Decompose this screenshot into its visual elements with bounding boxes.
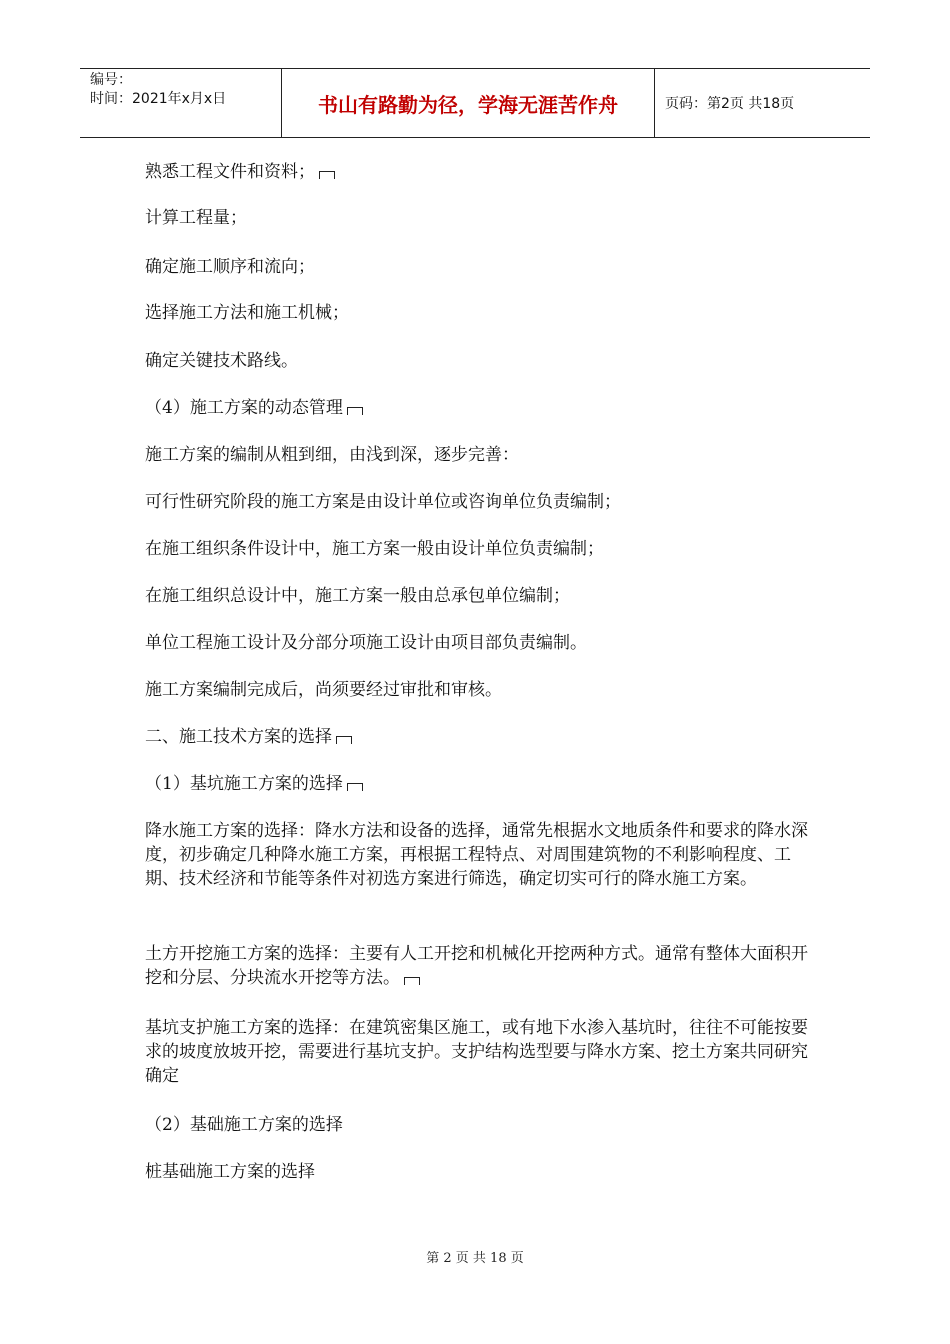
paragraph: 可行性研究阶段的施工方案是由设计单位或咨询单位负责编制； — [145, 492, 621, 512]
number-label: 编号： — [90, 72, 132, 88]
paragraph: 桩基础施工方案的选择 — [145, 1162, 315, 1182]
paragraph: 施工方案编制完成后，尚须要经过审批和审核。 — [145, 680, 502, 700]
paragraph: 在施工组织条件设计中，施工方案一般由设计单位负责编制； — [145, 539, 604, 559]
paragraph-mark-icon — [347, 407, 363, 415]
paragraph: 选择施工方法和施工机械； — [145, 303, 349, 323]
header-motto: 书山有路勤为径，学海无涯苦作舟 — [282, 69, 655, 137]
paragraph: 降水施工方案的选择：降水方法和设备的选择，通常先根据水文地质条件和要求的降水深度，初步确定几种降水施工方案，再根据工程特点、对周围建筑物的不利影响程度、工期、技术经济和节能等条件对初选方案进行筛选，确定切实可行的降水施工方案。 — [145, 821, 808, 889]
paragraph-mark-icon — [404, 977, 420, 985]
paragraph: 确定关键技术路线。 — [145, 351, 298, 371]
page-footer: 第 2 页 共 18 页 — [426, 1251, 524, 1266]
paragraph: 单位工程施工设计及分部分项施工设计由项目部负责编制。 — [145, 633, 587, 653]
paragraph-mark-icon — [319, 171, 335, 179]
paragraph: 施工方案的编制从粗到细，由浅到深，逐步完善： — [145, 445, 519, 465]
paragraph: 在施工组织总设计中，施工方案一般由总承包单位编制； — [145, 586, 570, 606]
paragraph-mark-icon — [336, 736, 352, 744]
document-header — [80, 68, 870, 138]
date-label: 时间：2021年x月x日 — [90, 91, 227, 107]
paragraph: （4）施工方案的动态管理 — [145, 396, 810, 420]
paragraph: （2）基础施工方案的选择 — [145, 1115, 343, 1135]
paragraph-mark-icon — [347, 783, 363, 791]
header-left-cell — [80, 69, 282, 137]
paragraph: 土方开挖施工方案的选择：主要有人工开挖和机械化开挖两种方式。通常有整体大面积开挖和分层、分块流水开挖等方法。 — [145, 944, 808, 988]
header-page-label: 页码：第2页 共18页 — [665, 96, 795, 112]
paragraph: 熟悉工程文件和资料； — [145, 160, 810, 184]
paragraph: 二、施工技术方案的选择 — [145, 725, 810, 749]
paragraph: 确定施工顺序和流向； — [145, 257, 315, 277]
paragraph: 计算工程量； — [145, 208, 247, 228]
paragraph: 基坑支护施工方案的选择：在建筑密集区施工，或有地下水渗入基坑时，往往不可能按要求的坡度放坡开挖，需要进行基坑支护。支护结构选型要与降水方案、挖土方案共同研究确定 — [145, 1018, 808, 1086]
paragraph: （1）基坑施工方案的选择 — [145, 772, 810, 796]
